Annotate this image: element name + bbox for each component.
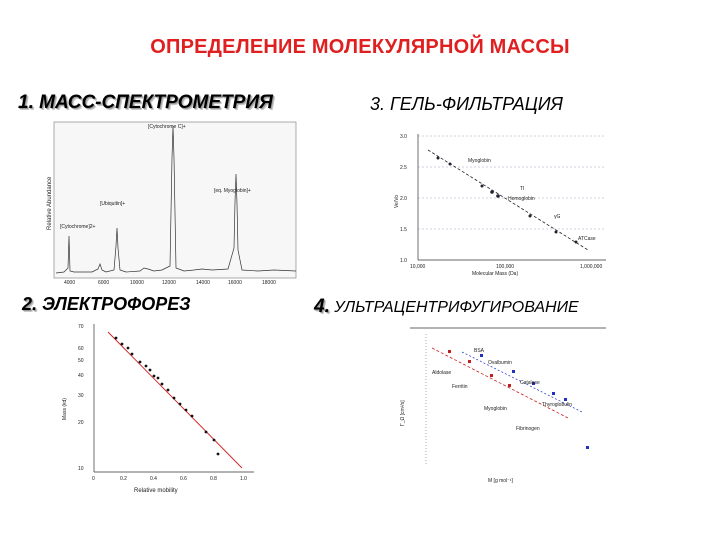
svg-text:1.5: 1.5 — [400, 227, 407, 233]
svg-text:10000: 10000 — [130, 280, 144, 286]
gel-label: γG — [554, 214, 561, 220]
ultra-label: Myoglobin — [484, 406, 507, 412]
svg-text:16000: 16000 — [228, 280, 242, 286]
electro-ylabel: Mass (kd) — [62, 398, 68, 420]
peak-label: [Cytochrome C]+ — [148, 124, 186, 130]
ultra-label: Ovalbumin — [488, 360, 512, 366]
gel-xlabel: Molecular Mass (Da) — [472, 271, 519, 276]
section-label: 3. ГЕЛЬ-ФИЛЬТРАЦИЯ — [370, 94, 563, 114]
section-number: 2. — [22, 294, 38, 314]
svg-text:1.0: 1.0 — [240, 476, 247, 482]
svg-text:1.0: 1.0 — [400, 258, 407, 264]
svg-text:18000: 18000 — [262, 280, 276, 286]
ultra-label: Catalase — [520, 380, 540, 386]
section-electrophoresis — [22, 294, 191, 315]
svg-text:3.0: 3.0 — [400, 134, 407, 140]
section-label: МАСС-СПЕКТРОМЕТРИЯ — [33, 92, 273, 113]
svg-text:6000: 6000 — [98, 280, 110, 286]
section-number: 4. — [314, 296, 330, 317]
svg-text:10: 10 — [78, 466, 84, 472]
peak-label: [eq. Myoglobin]+ — [214, 188, 251, 194]
section-label: ЭЛЕКТРОФОРЕЗ — [37, 294, 191, 314]
svg-text:30: 30 — [78, 393, 84, 399]
svg-text:0.8: 0.8 — [210, 476, 217, 482]
ultra-label: Thyroglobulin — [542, 402, 573, 408]
svg-text:40: 40 — [78, 373, 84, 379]
ultra-xlabel: M [g mol⁻¹] — [488, 478, 513, 484]
section-ultracentrifugation — [314, 296, 579, 318]
page-title: ОПРЕДЕЛЕНИЕ МОЛЕКУЛЯРНОЙ МАССЫ — [150, 36, 570, 58]
ultra-label: Fibrinogen — [516, 426, 540, 432]
electrophoresis-plot — [58, 320, 264, 496]
gel-ylabel: Ve/Vo — [394, 194, 400, 208]
svg-text:14000: 14000 — [196, 280, 210, 286]
svg-text:0.6: 0.6 — [180, 476, 187, 482]
svg-text:4000: 4000 — [64, 280, 76, 286]
peak-label: [Ubiquitin]+ — [100, 201, 126, 207]
svg-text:2.5: 2.5 — [400, 165, 407, 171]
svg-text:10,000: 10,000 — [410, 264, 426, 270]
svg-text:0: 0 — [92, 476, 95, 482]
peak-label: [Cytochrome]2+ — [60, 224, 96, 230]
svg-text:12000: 12000 — [162, 280, 176, 286]
gel-label: Hemoglobin — [508, 196, 535, 202]
ultracentrifugation-plot — [392, 326, 612, 486]
svg-text:2.0: 2.0 — [400, 196, 407, 202]
ultra-label: Aldolase — [432, 370, 452, 376]
svg-text:50: 50 — [78, 358, 84, 364]
svg-text:1,000,000: 1,000,000 — [580, 264, 603, 270]
section-mass-spectrometry — [18, 92, 273, 114]
gel-filtration-plot — [392, 128, 610, 276]
svg-text:100,000: 100,000 — [496, 264, 515, 270]
ultra-ylabel: Γ_Ω [cm²/s] — [400, 400, 406, 426]
svg-text:60: 60 — [78, 346, 84, 352]
ultra-label: Ferritin — [452, 384, 468, 390]
section-number: 1. — [18, 92, 34, 113]
svg-text:0.4: 0.4 — [150, 476, 157, 482]
electro-xlabel: Relative mobility — [134, 488, 178, 494]
section-gel-filtration — [370, 94, 563, 115]
section-label: УЛЬТРАЦЕНТРИФУГИРОВАНИЕ — [329, 299, 579, 316]
gel-label: Myoglobin — [468, 158, 491, 164]
svg-text:20: 20 — [78, 420, 84, 426]
ultra-label: BSA — [474, 348, 485, 354]
gel-label: ATCase — [578, 236, 596, 242]
gel-label: TI — [520, 186, 525, 192]
svg-text:0.2: 0.2 — [120, 476, 127, 482]
mass-spec-plot — [44, 118, 300, 286]
mass-spec-ylabel: Relative Abundance — [47, 176, 53, 230]
svg-text:70: 70 — [78, 324, 84, 330]
